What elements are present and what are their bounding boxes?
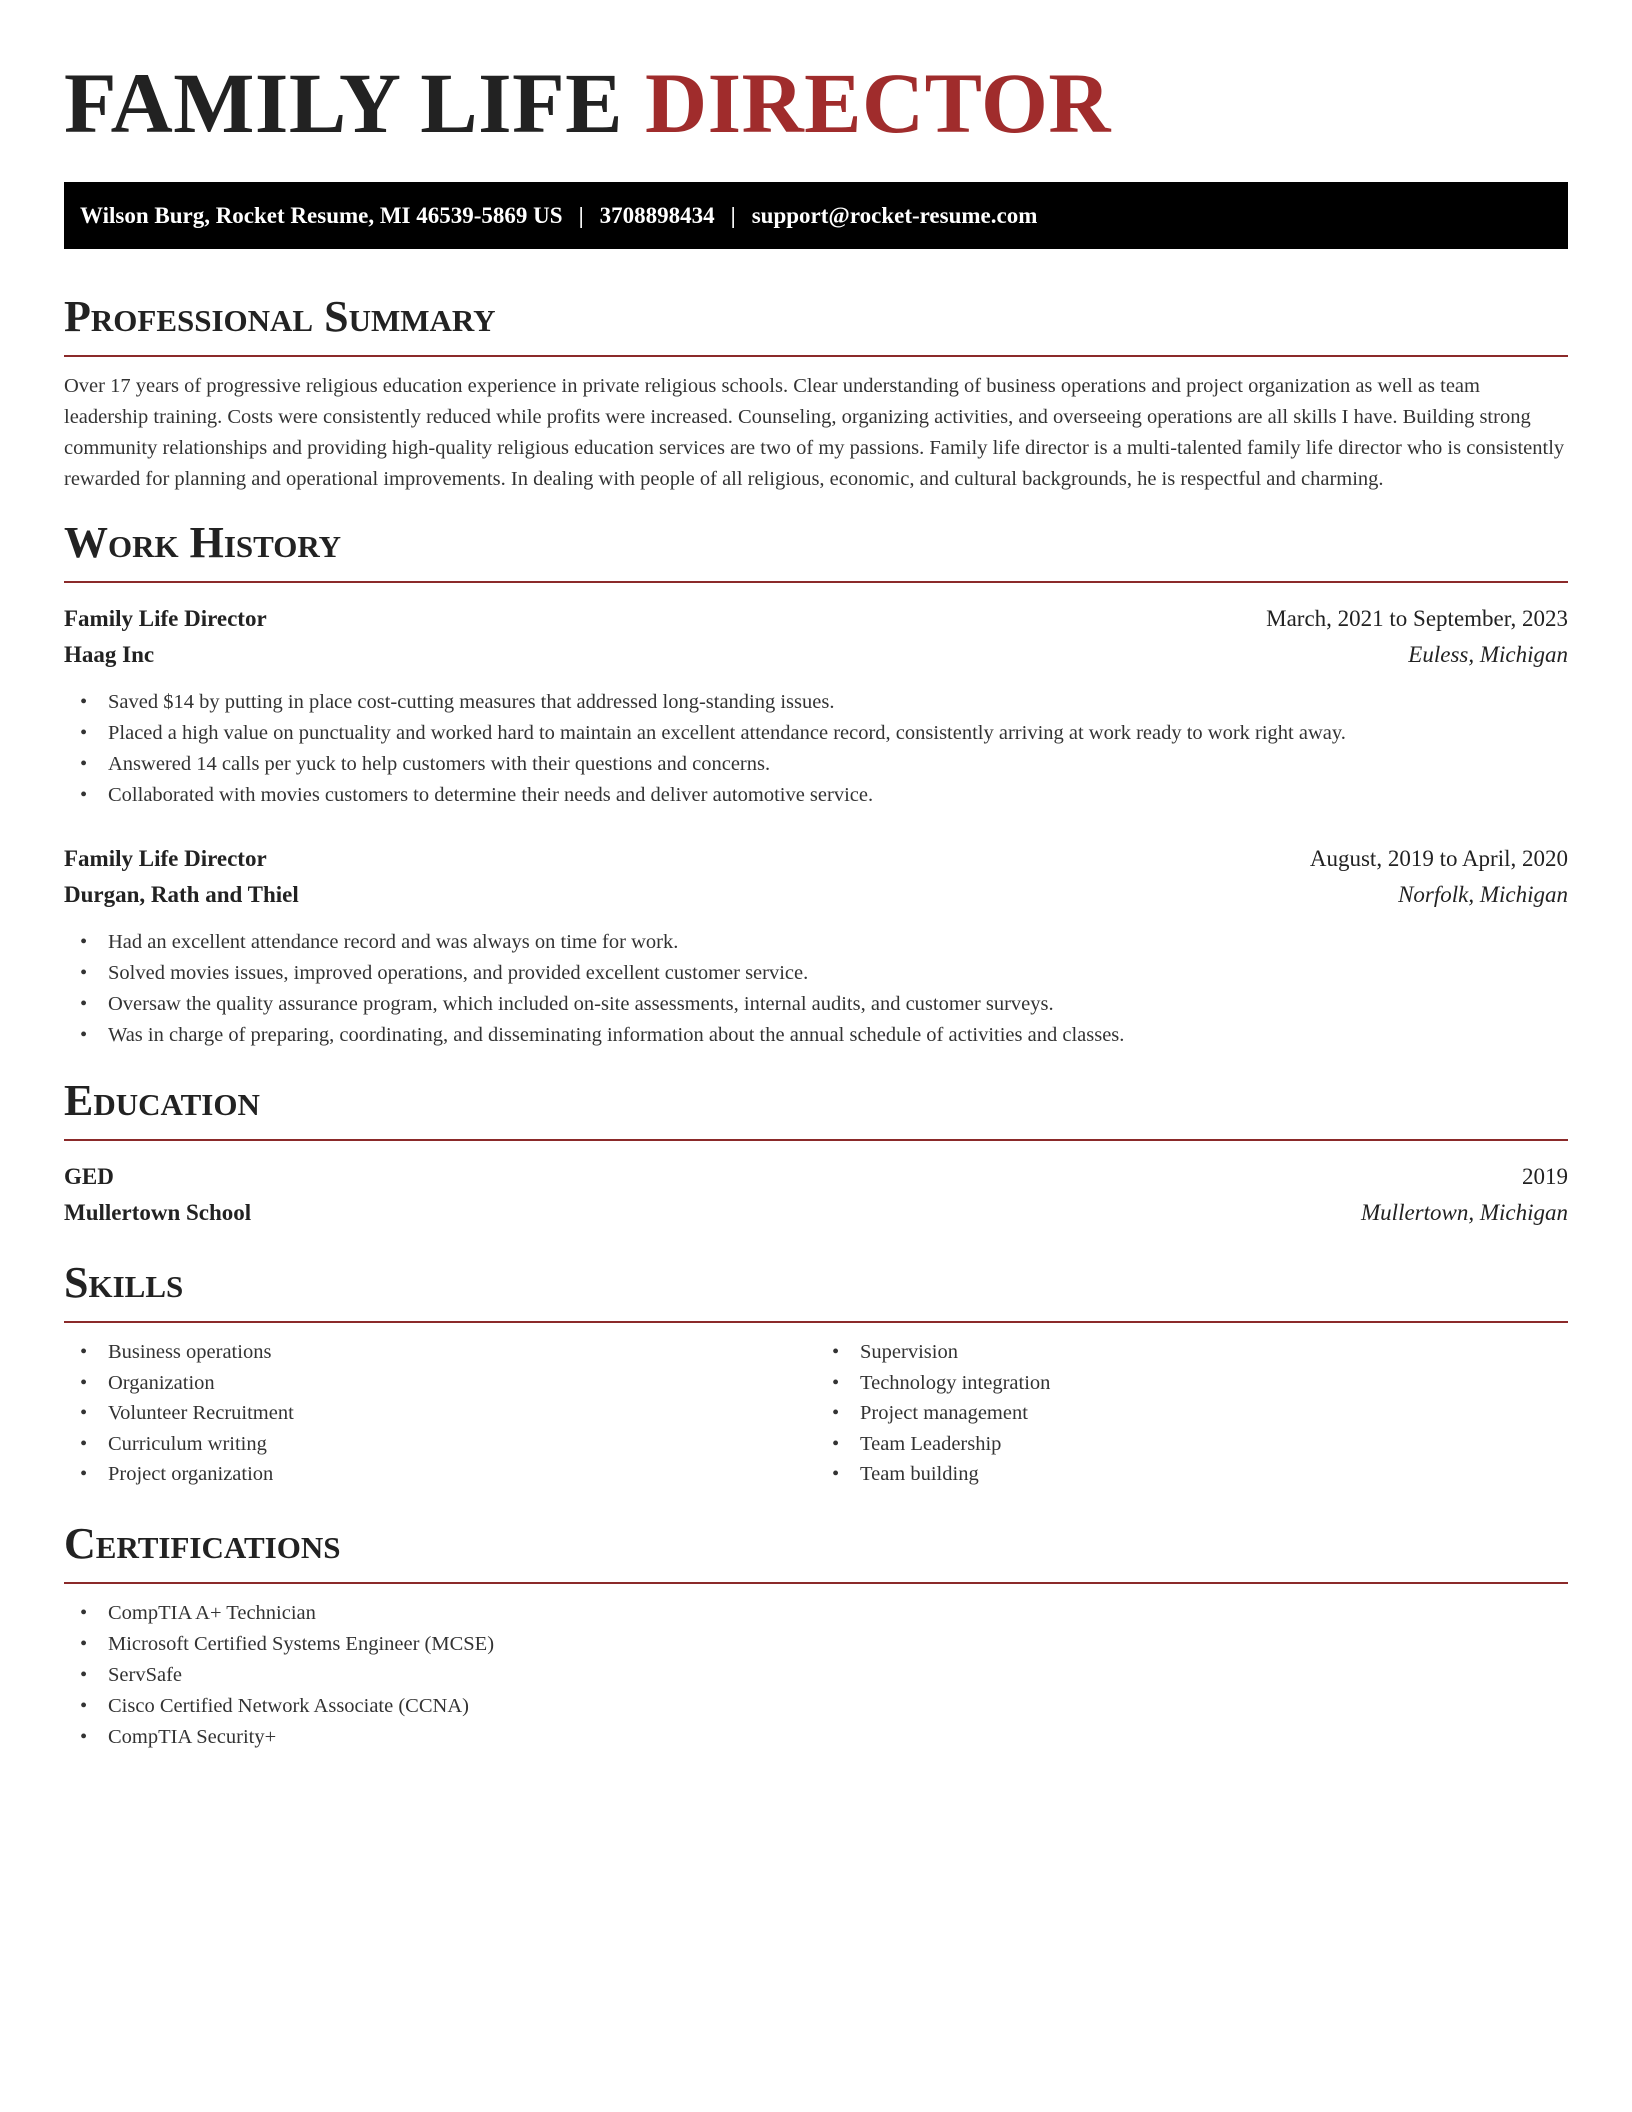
- job-entry: [64, 841, 1568, 1051]
- job-location: Norfolk, Michigan: [1398, 882, 1568, 907]
- job-dates: March, 2021 to September, 2023: [1266, 606, 1568, 631]
- education-school: Mullertown School: [64, 1200, 252, 1225]
- contact-address: Wilson Burg, Rocket Resume, MI 46539-5869 US: [80, 202, 563, 228]
- list-item: • Solved movies issues, improved operations, and provided excellent customer service.: [64, 958, 1568, 989]
- summary-text: Over 17 years of progressive religious education experience in private religious schools. Clear understanding of business operations and project organization as well as team leadership training. Costs were consistently reduced while profits were increased. Counseling, organizing activities, and overseeing operations are all skills I have. Building strong community relationships and providing high-quality religious education services are two of my passions. Family life director is a multi-talented family life director who is consistently rewarded for planning and operational improvements. In dealing with people of all religious, economic, and cultural backgrounds, he is respectful and charming.: [64, 375, 1565, 490]
- name-first: FAMILY LIFE: [64, 55, 623, 151]
- job-entry: [64, 601, 1568, 811]
- section-title-summary: Professional Summary: [64, 292, 496, 341]
- list-item: • Had an excellent attendance record and was always on time for work.: [64, 927, 1568, 958]
- contact-phone: 3708898434: [599, 202, 715, 228]
- list-item: • Team building: [816, 1459, 1568, 1490]
- education-header-row: [64, 1159, 1568, 1195]
- job-company-row: [64, 637, 1568, 673]
- list-item: • Was in charge of preparing, coordinating, and disseminating information about the annual schedule of activities and classes.: [64, 1020, 1568, 1051]
- section-divider: [64, 355, 1568, 357]
- list-item: • Cisco Certified Network Associate (CCNA): [64, 1691, 1568, 1722]
- list-item: • Project organization: [64, 1459, 816, 1490]
- list-item: • Placed a high value on punctuality and worked hard to maintain an excellent attendance record, consistently arriving at work ready to work right away.: [64, 718, 1568, 749]
- contact-bar: [64, 182, 1568, 249]
- job-company-row: [64, 877, 1568, 913]
- section-title-certifications: Certifications: [64, 1518, 341, 1568]
- contact-separator: |: [730, 202, 736, 228]
- list-item: • CompTIA Security+: [64, 1722, 1568, 1753]
- list-item: • Saved $14 by putting in place cost-cutting measures that addressed long-standing issues.: [64, 687, 1568, 718]
- education-year: 2019: [1522, 1164, 1568, 1189]
- job-company: Haag Inc: [64, 642, 155, 667]
- job-location: Euless, Michigan: [1408, 642, 1568, 667]
- section-divider: [64, 1582, 1568, 1584]
- list-item: • Oversaw the quality assurance program, which included on-site assessments, internal audits, and customer surveys.: [64, 989, 1568, 1020]
- list-item: • Technology integration: [816, 1368, 1568, 1399]
- skills-list-right: [816, 1337, 1568, 1490]
- section-title-skills: Skills: [64, 1258, 184, 1307]
- education-location: Mullertown, Michigan: [1361, 1200, 1568, 1225]
- section-title-education: Education: [64, 1076, 260, 1125]
- job-header-row: [64, 841, 1568, 877]
- education-entry: [64, 1159, 1568, 1231]
- job-company: Durgan, Rath and Thiel: [64, 882, 299, 907]
- list-item: • Project management: [816, 1398, 1568, 1429]
- job-role: Family Life Director: [64, 606, 267, 631]
- list-item: • Business operations: [64, 1337, 816, 1368]
- list-item: • Collaborated with movies customers to determine their needs and deliver automotive service.: [64, 780, 1568, 811]
- section-divider: [64, 581, 1568, 583]
- job-bullets: [64, 687, 1568, 811]
- name-last: DIRECTOR: [645, 55, 1111, 151]
- skills-columns: [64, 1337, 1568, 1490]
- job-header-row: [64, 601, 1568, 637]
- skills-list-left: [64, 1337, 816, 1490]
- section-divider: [64, 1139, 1568, 1141]
- list-item: • Microsoft Certified Systems Engineer (MCSE): [64, 1629, 1568, 1660]
- list-item: • Supervision: [816, 1337, 1568, 1368]
- job-dates: August, 2019 to April, 2020: [1309, 846, 1568, 871]
- education-degree: GED: [64, 1164, 114, 1189]
- list-item: • CompTIA A+ Technician: [64, 1598, 1568, 1629]
- section-divider: [64, 1321, 1568, 1323]
- list-item: • Organization: [64, 1368, 816, 1399]
- list-item: • Answered 14 calls per yuck to help customers with their questions and concerns.: [64, 749, 1568, 780]
- job-bullets: [64, 927, 1568, 1051]
- list-item: • Team Leadership: [816, 1429, 1568, 1460]
- contact-separator: |: [578, 202, 584, 228]
- certifications-list: [64, 1598, 1568, 1753]
- section-title-work-history: Work History: [64, 518, 342, 567]
- job-role: Family Life Director: [64, 846, 267, 871]
- list-item: • Curriculum writing: [64, 1429, 816, 1460]
- list-item: • Volunteer Recruitment: [64, 1398, 816, 1429]
- contact-email: support@rocket-resume.com: [751, 202, 1038, 228]
- list-item: • ServSafe: [64, 1660, 1568, 1691]
- resume-name: [64, 50, 1568, 151]
- education-school-row: [64, 1195, 1568, 1231]
